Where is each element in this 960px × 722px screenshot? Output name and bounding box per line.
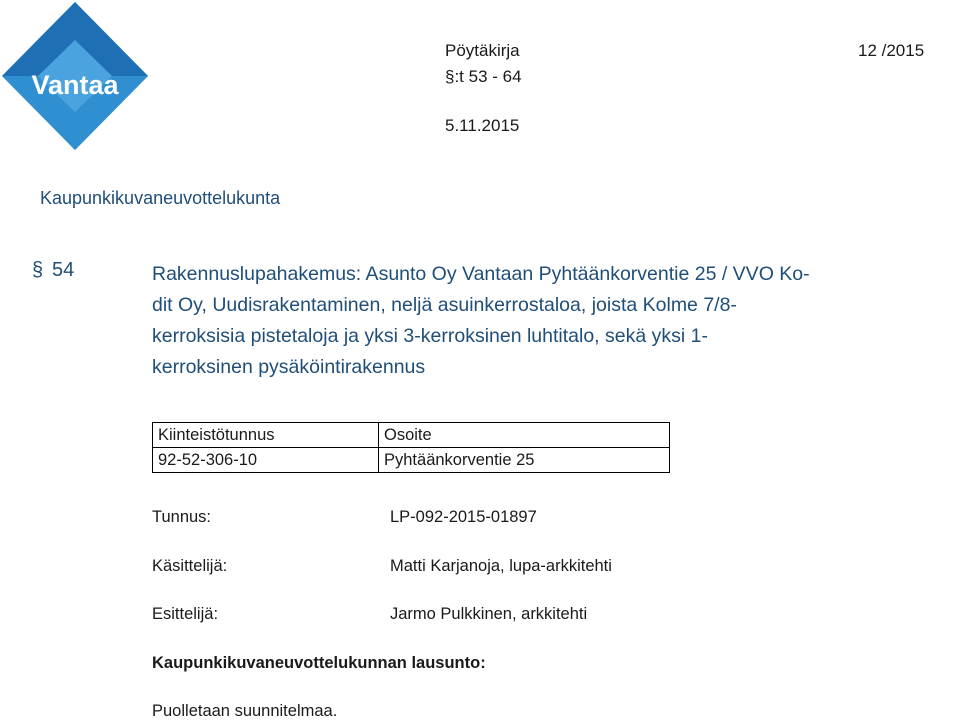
table-row bbox=[153, 448, 670, 473]
header-kiinteistotunnus: Kiinteistötunnus bbox=[153, 423, 379, 448]
item-title-line: dit Oy, Uudisrakentaminen, neljä asuinkerrostaloa, joista Kolme 7/8- bbox=[152, 294, 737, 316]
kasittelija-value: Matti Karjanoja, lupa-arkkitehti bbox=[390, 557, 612, 575]
doc-number: 12 /2015 bbox=[858, 41, 925, 60]
vantaa-logo-mark bbox=[0, 0, 150, 152]
header-osoite: Osoite bbox=[379, 423, 670, 448]
statement-heading: Kaupunkikuvaneuvottelukunnan lausunto: bbox=[152, 654, 486, 672]
item-title-line: kerroksinen pysäköintirakennus bbox=[152, 356, 426, 378]
item-title bbox=[152, 259, 942, 383]
section-mark: § bbox=[32, 259, 44, 281]
kasittelija-label: Käsittelijä: bbox=[152, 557, 228, 575]
esittelija-value: Jarmo Pulkkinen, arkkitehti bbox=[390, 605, 588, 623]
statement-text: Puolletaan suunnitelmaa. bbox=[152, 702, 338, 720]
esittelija-label: Esittelijä: bbox=[152, 605, 219, 623]
vantaa-logo bbox=[0, 0, 150, 152]
meeting-date: 5.11.2015 bbox=[445, 116, 520, 135]
cell-property-id: 92-52-306-10 bbox=[153, 448, 379, 473]
tunnus-label: Tunnus: bbox=[152, 508, 212, 526]
item-title-line: kerroksisia pistetaloja ja yksi 3-kerroksinen luhtitalo, sekä yksi 1- bbox=[152, 325, 708, 347]
cell-address: Pyhtäänkorventie 25 bbox=[379, 448, 670, 473]
item-title-line: Rakennuslupahakemus: Asunto Oy Vantaan Pyhtäänkorventie 25 / VVO Ko- bbox=[152, 263, 810, 285]
item-number: 54 bbox=[52, 259, 75, 281]
table-header-row bbox=[153, 423, 670, 448]
property-table bbox=[152, 422, 670, 473]
committee-name: Kaupunkikuvaneuvottelukunta bbox=[40, 188, 281, 208]
section-range: §:t 53 - 64 bbox=[445, 67, 522, 86]
tunnus-value: LP-092-2015-01897 bbox=[390, 508, 537, 526]
doc-type: Pöytäkirja bbox=[445, 41, 520, 60]
logo-wordmark: Vantaa bbox=[31, 70, 119, 100]
